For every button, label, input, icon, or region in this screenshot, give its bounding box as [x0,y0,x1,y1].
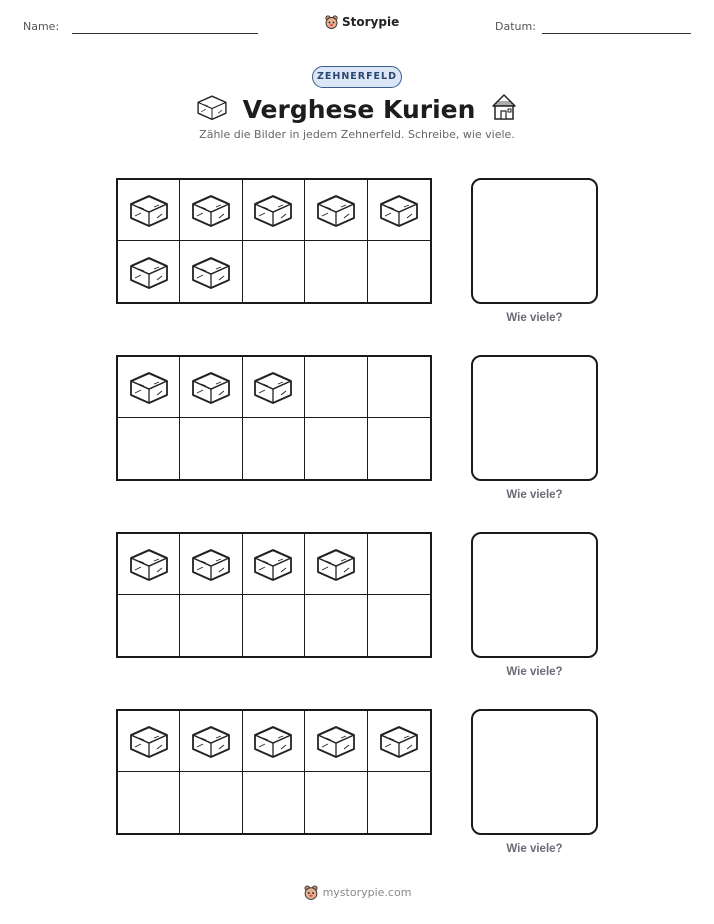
answer-box[interactable] [471,532,598,658]
ten-frame-cell [243,534,305,595]
ten-frame-cell [180,241,242,302]
storypie-mascot-icon [324,14,339,30]
ten-frame-cell [305,711,367,772]
ten-frame-cell [180,180,242,241]
answer-label: Wie viele? [506,489,563,501]
date-line[interactable] [542,33,691,34]
butter-block-icon [377,723,421,759]
ten-frame-cell [305,180,367,241]
butter-block-icon [127,723,171,759]
ten-frame-cell [180,711,242,772]
ten-frame-cell [243,711,305,772]
answer-label: Wie viele? [506,312,563,324]
ten-frame-cell [118,595,180,656]
ten-frame-cell [118,711,180,772]
ten-frame-cell [368,534,430,595]
ten-frame-cell [368,418,430,479]
ten-frame-cell [243,180,305,241]
butter-block-icon [189,192,233,228]
ten-frame-cell [368,711,430,772]
footer-url: mystorypie.com [322,886,412,899]
butter-block-icon [189,254,233,290]
ten-frame-cell [180,595,242,656]
butter-block-icon [189,723,233,759]
answer-box[interactable] [471,355,598,481]
butter-block-icon [251,369,295,405]
butter-block-icon [127,254,171,290]
ten-frame-cell [118,180,180,241]
brand-logo [324,14,399,30]
ten-frame-cell [243,357,305,418]
butter-block-icon [127,546,171,582]
ten-frame-cell [368,180,430,241]
ten-frame-cell [243,595,305,656]
answer-box[interactable] [471,709,598,835]
butter-block-icon [127,192,171,228]
instructions: Zähle die Bilder in jedem Zehnerfeld. Schreibe, wie viele. [199,128,515,141]
ten-frame-cell [243,418,305,479]
butter-block-icon [377,192,421,228]
ten-frame-cell [118,357,180,418]
answer-box[interactable] [471,178,598,304]
ten-frame-cell [118,772,180,833]
butter-block-icon [189,369,233,405]
ten-frame-cell [305,772,367,833]
ten-frame-cell [118,534,180,595]
ten-frame-cell [243,241,305,302]
ten-frame-cell [305,418,367,479]
ten-frame-cell [305,241,367,302]
ten-frame-cell [180,418,242,479]
date-label: Datum: [495,20,536,33]
answer-label: Wie viele? [506,666,563,678]
ten-frame-cell [368,595,430,656]
ten-frame-cell [368,241,430,302]
name-line[interactable] [72,33,258,34]
butter-block-icon [314,192,358,228]
title-row [0,92,714,126]
brand-name: Storypie [342,15,400,29]
ten-frame-cell [180,534,242,595]
butter-block-icon [314,546,358,582]
answer-label: Wie viele? [506,843,563,855]
ten-frame [116,532,432,658]
butter-block-icon [195,93,229,126]
ten-frame-cell [305,357,367,418]
name-label: Name: [23,20,60,33]
butter-block-icon [251,723,295,759]
butter-block-icon [251,546,295,582]
ten-frame-cell [305,534,367,595]
butter-block-icon [314,723,358,759]
storypie-mascot-icon [303,884,319,901]
butter-block-icon [189,546,233,582]
butter-block-icon [127,369,171,405]
worksheet-type-badge: ZEHNERFELD [312,66,402,88]
ten-frame-cell [368,357,430,418]
ten-frame-cell [118,418,180,479]
ten-frame-cell [243,772,305,833]
ten-frame-cell [305,595,367,656]
ten-frame [116,178,432,304]
ten-frame-cell [118,241,180,302]
footer [0,884,714,901]
ten-frame-cell [180,357,242,418]
ten-frame-cell [368,772,430,833]
hut-icon [489,92,519,127]
ten-frame [116,709,432,835]
page-title: Verghese Kurien [242,94,476,124]
ten-frame-cell [180,772,242,833]
butter-block-icon [251,192,295,228]
ten-frame [116,355,432,481]
